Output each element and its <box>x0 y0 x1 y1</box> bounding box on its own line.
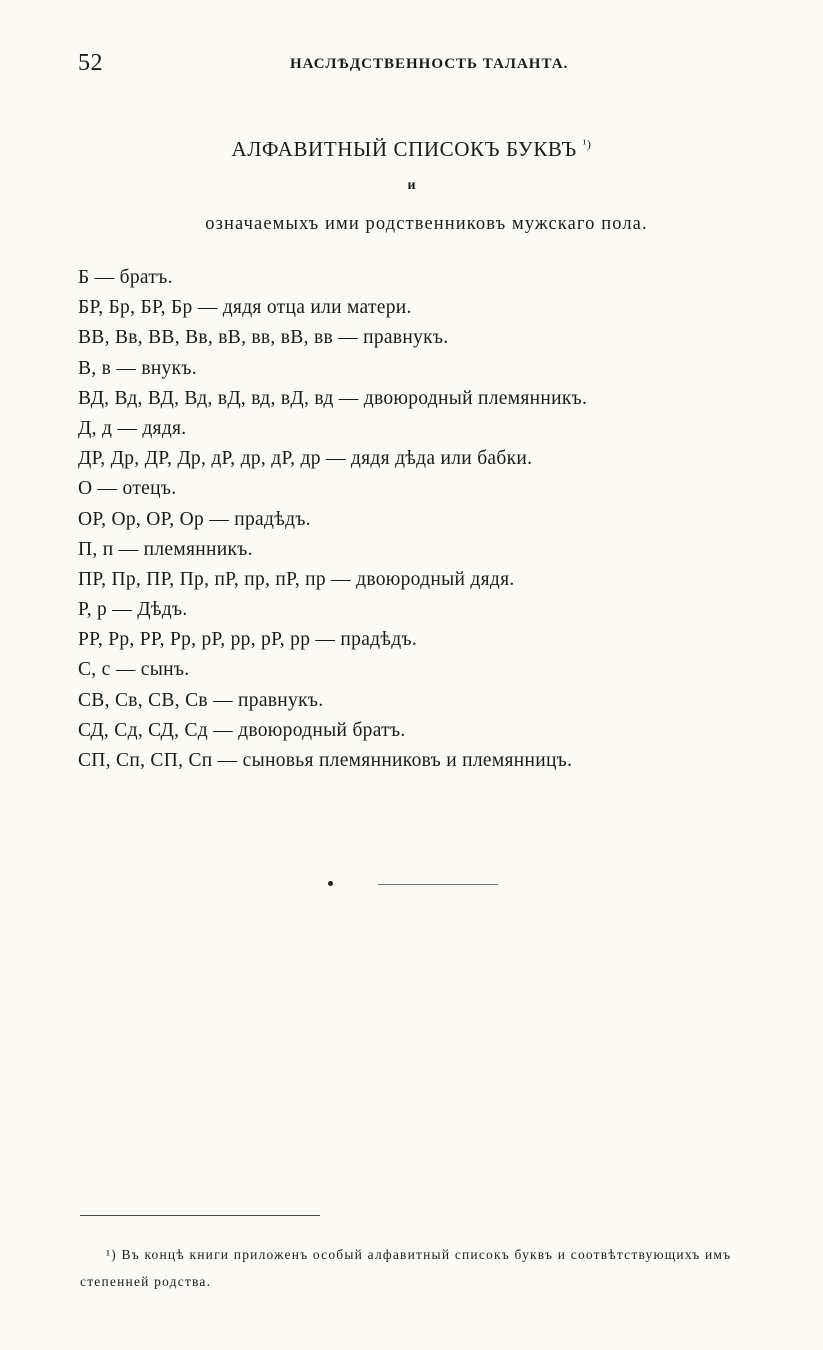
list-entry: В, в — внукъ. <box>78 357 197 379</box>
separator-line <box>378 884 498 885</box>
list-title <box>0 137 823 162</box>
footnote: ¹) Въ концѣ книги приложенъ особый алфавитный списокъ буквъ и соотвѣтствующихъ имъ степенней родства. <box>80 1247 732 1289</box>
list-entry: ВД, Вд, ВД, Вд, вД, вд, вД, вд — двоюродный племянникъ. <box>78 387 588 409</box>
list-entry: Б — братъ. <box>78 267 173 288</box>
list-entry: ДР, Др, ДР, Др, дР, др, дР, др — дядя дѣда или бабки. <box>78 448 533 470</box>
running-head: НАСЛѢДСТВЕННОСТЬ ТАЛАНТА. <box>290 56 569 72</box>
list-entry: ОР, Ор, ОР, Ор — прадѣдъ. <box>78 508 311 530</box>
list-entry: ПР, Пр, ПР, Пр, пР, пр, пР, пр — двоюродный дядя. <box>78 568 515 590</box>
list-entry: С, с — сынъ. <box>78 659 190 681</box>
list-entry: СВ, Св, СВ, Св — правнукъ. <box>78 689 324 711</box>
list-title-text: АЛФАВИТНЫЙ СПИСОКЪ БУКВЪ <box>231 137 577 161</box>
list-entry: ВВ, Вв, ВВ, Вв, вВ, вв, вВ, вв — правнукъ. <box>78 327 449 349</box>
list-entry: П, п — племянникъ. <box>78 538 253 560</box>
separator-dot <box>328 881 333 886</box>
list-entry: РР, Рр, РР, Рр, рР, рр, рР, рр — прадѣдъ. <box>78 629 418 651</box>
list-conjunction: и <box>407 178 416 193</box>
list-entry: БР, Бр, БР, Бр — дядя отца или матери. <box>78 297 412 319</box>
list-entry: Д, д — дядя. <box>78 417 187 439</box>
list-entry: СД, Сд, СД, Сд — двоюродный братъ. <box>78 719 406 741</box>
footnote-rule <box>80 1215 320 1216</box>
abbreviation-list <box>78 263 768 776</box>
list-subtitle: означаемыхъ ими родственниковъ мужскаго пола. <box>205 214 648 234</box>
list-entry: О — отецъ. <box>78 478 177 500</box>
list-entry: Р, р — Дѣдъ. <box>78 599 188 621</box>
footnote-ref: ¹) <box>582 137 592 151</box>
page-number: 52 <box>78 50 103 76</box>
list-entry: СП, Сп, СП, Сп — сыновья племянниковъ и племянницъ. <box>78 750 573 771</box>
